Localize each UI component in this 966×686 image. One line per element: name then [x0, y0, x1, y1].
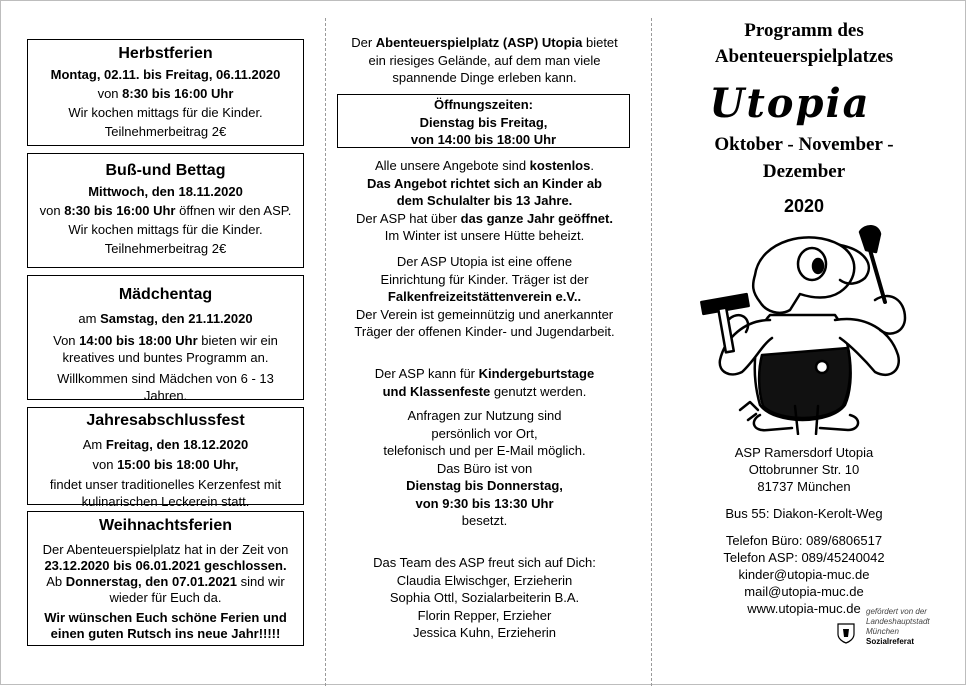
sponsor-block: gefördert von der Landeshauptstadt München Sozialreferat [866, 607, 930, 646]
party-text: Der ASP kann für Kindergeburtstage und Klassenfeste genutzt werden. [374, 366, 595, 399]
opening-hours-time: von 14:00 bis 18:00 Uhr [410, 132, 557, 147]
jahresabschluss-time: von 15:00 bis 18:00 Uhr, [92, 457, 239, 472]
bus-info: Bus 55: Diakon-Kerolt-Weg [725, 506, 883, 521]
bussbettag-fee: Teilnehmerbeitrag 2€ [104, 241, 227, 256]
contact-block [670, 532, 938, 617]
months-heading: Oktober - November - Dezember [714, 134, 894, 182]
program-heading: Programm des Abenteuerspielplatzes [714, 20, 894, 67]
weihnachtsferien-reopen: Ab Donnerstag, den 07.01.2021 sind wir wieder für Euch da. [46, 574, 285, 605]
fold-line-left [325, 18, 326, 686]
bussbettag-time: von 8:30 bis 16:00 Uhr öffnen wir den ASP. [39, 203, 292, 218]
weihnachtsferien-closed: 23.12.2020 bis 06.01.2021 geschlossen. [44, 558, 287, 573]
bussbettag-box [27, 153, 304, 268]
herbstferien-dates: Montag, 02.11. bis Freitag, 06.11.2020 [50, 67, 281, 82]
weihnachtsferien-title: Weihnachtsferien [98, 517, 233, 534]
herbstferien-meal: Wir kochen mittags für die Kinder. [68, 105, 263, 120]
bussbettag-date: Mittwoch, den 18.11.2020 [88, 184, 243, 199]
email-kinder[interactable]: kinder@utopia-muc.de [738, 567, 870, 582]
organization-text: Der ASP Utopia ist eine offene Einrichtung für Kinder. Träger ist der Falkenfreizeitstättenverein e.V.. Der Verein ist gemeinnützig und anerkannter Träger der offenen Kinder- und Jugendarbeit. [354, 254, 615, 339]
intro-text: Der Abenteuerspielplatz (ASP) Utopia bietet ein riesiges Gelände, auf dem man viele spannende Dinge erleben kann. [351, 35, 618, 85]
herbstferien-title: Herbstferien [118, 45, 213, 62]
team-text: Das Team des ASP freut sich auf Dich: Claudia Elwischger, Erzieherin Sophia Ottl, Sozialarbeiterin B.A. Florin Repper, Erzieher Jessica Kuhn, Erzieherin [338, 554, 631, 642]
opening-hours-box [337, 94, 630, 148]
phone-office: Telefon Büro: 089/6806517 [725, 533, 883, 548]
maedchentag-box [27, 275, 304, 403]
mascot-illustration [700, 220, 925, 435]
team-member: Claudia Elwischger, Erzieherin [396, 572, 573, 588]
weihnachtsferien-box [27, 511, 304, 646]
opening-hours-title: Öffnungszeiten: [434, 97, 533, 112]
email-mail[interactable]: mail@utopia-muc.de [744, 584, 864, 599]
weihnachtsferien-wish: Wir wünschen Euch schöne Ferien und einen guten Rutsch ins neue Jahr!!!!! [44, 610, 287, 641]
maedchentag-date: am Samstag, den 21.11.2020 [78, 311, 253, 326]
team-member: Jessica Kuhn, Erzieherin [412, 625, 557, 640]
bussbettag-meal: Wir kochen mittags für die Kinder. [68, 222, 263, 237]
opening-hours-days: Dienstag bis Freitag, [419, 114, 548, 130]
herbstferien-fee: Teilnehmerbeitrag 2€ [104, 124, 227, 139]
herbstferien-time: von 8:30 bis 16:00 Uhr [97, 86, 234, 101]
team-member: Florin Repper, Erzieher [417, 607, 552, 623]
herbstferien-box [27, 39, 304, 146]
jahresabschluss-date: Am Freitag, den 18.12.2020 [82, 437, 249, 452]
website-link[interactable]: www.utopia-muc.de [747, 601, 861, 616]
year-heading: 2020 [783, 196, 825, 216]
maedchentag-time: Von 14:00 bis 18:00 Uhr bieten wir ein kreatives und buntes Programm an. [53, 333, 278, 365]
jahresabschluss-desc: findet unser traditionelles Kerzenfest mit kulinarischen Leckerein statt. [49, 477, 282, 509]
phone-asp: Telefon ASP: 089/45240042 [723, 550, 885, 565]
jahresabschluss-title: Jahresabschlussfest [86, 412, 245, 429]
team-member: Sophia Ottl, Sozialarbeiterin B.A. [389, 590, 580, 605]
utopia-logo-text: Utopia [709, 80, 871, 127]
jahresabschluss-box [27, 407, 304, 509]
offer-text: Alle unsere Angebote sind kostenlos. Das Angebot richtet sich an Kinder ab dem Schulalter bis 13 Jahre. Der ASP hat über das ganze Jahr geöffnet. Im Winter ist unsere Hütte beheizt. [356, 158, 613, 243]
maedchentag-title: Mädchentag [118, 286, 213, 303]
address-block: ASP Ramersdorf Utopia Ottobrunner Str. 10 81737 München [734, 445, 874, 494]
bussbettag-title: Buß-und Bettag [105, 162, 226, 179]
munich-coat-of-arms-icon [836, 622, 856, 644]
weihnachtsferien-line1: Der Abenteuerspielplatz hat in der Zeit von [42, 542, 289, 557]
fold-line-right [651, 18, 652, 686]
maedchentag-welcome: Willkommen sind Mädchen von 6 - 13 Jahren. [57, 371, 274, 403]
requests-text: Anfragen zur Nutzung sind persönlich vor Ort, telefonisch und per E-Mail möglich. Das Büro ist von Dienstag bis Donnerstag, von 9:30 bis 13:30 Uhr besetzt. [383, 408, 586, 528]
